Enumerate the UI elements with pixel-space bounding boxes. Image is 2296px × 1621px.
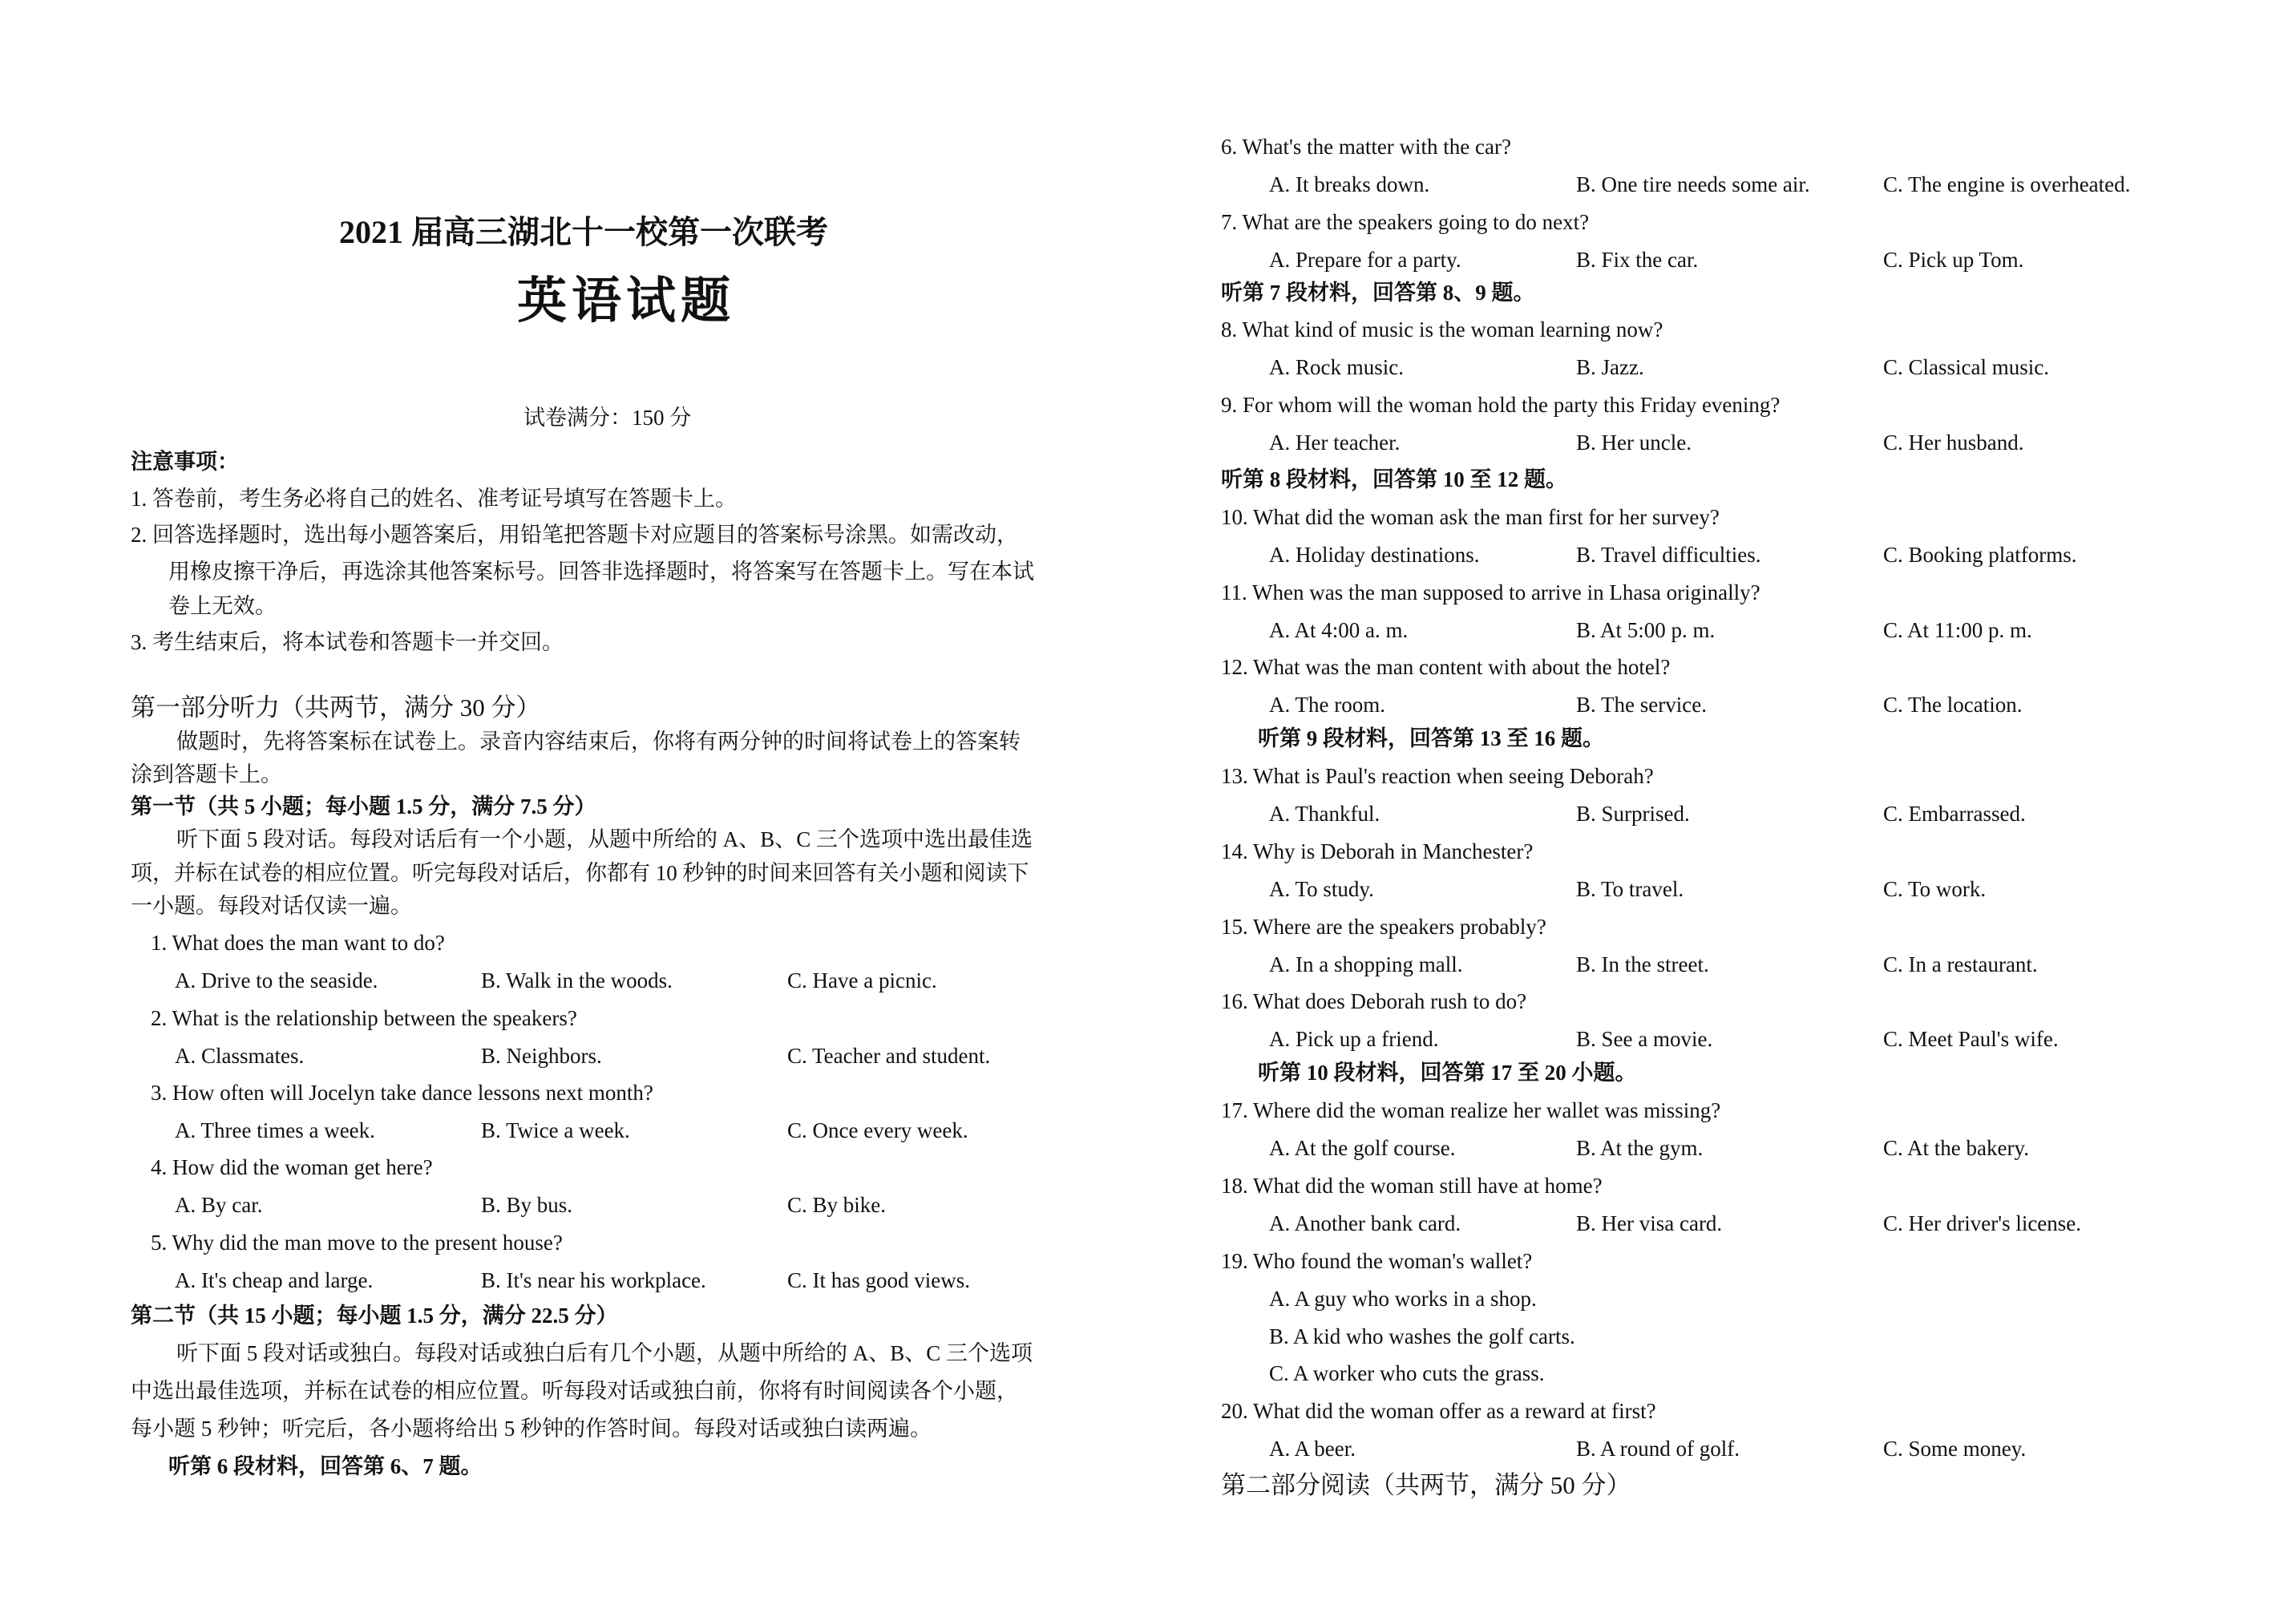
material-heading: 听第 6 段材料，回答第 6、7 题。 xyxy=(168,1454,483,1478)
question-stem: 14. Why is Deborah in Manchester? xyxy=(1221,839,1534,863)
section2-heading: 第二节（共 15 小题；每小题 1.5 分，满分 22.5 分） xyxy=(131,1304,618,1328)
question-stem: 2. What is the relationship between the speakers? xyxy=(151,1006,577,1030)
option-a: A. The room. xyxy=(1269,693,1385,717)
option-c: C. Classical music. xyxy=(1883,355,2049,379)
note-line: 用橡皮擦干净后，再选涂其他答案标号。回答非选择题时，将答案写在答题卡上。写在本试 xyxy=(168,560,1034,584)
option-b: B. Her visa card. xyxy=(1576,1211,1723,1235)
question-stem: 17. Where did the woman realize her wallet was missing? xyxy=(1221,1098,1721,1122)
material-heading: 听第 8 段材料，回答第 10 至 12 题。 xyxy=(1221,467,1567,491)
option-a: A. Rock music. xyxy=(1269,355,1404,379)
section1-instructions: 听下面 5 段对话。每段对话后有一个小题，从题中所给的 A、B、C 三个选项中选出最佳选 xyxy=(176,827,1033,851)
question-stem: 9. For whom will the woman hold the party this Friday evening? xyxy=(1221,393,1781,417)
section2-instructions: 每小题 5 秒钟；听完后，各小题将给出 5 秒钟的作答时间。每段对话或独白读两遍。 xyxy=(131,1417,932,1441)
part2-heading: 第二部分阅读（共两节，满分 50 分） xyxy=(1221,1471,1631,1499)
option-a: A. At 4:00 a. m. xyxy=(1269,618,1409,642)
note-line: 1. 答卷前，考生务必将自己的姓名、准考证号填写在答题卡上。 xyxy=(131,487,737,511)
option-a: A. To study. xyxy=(1269,877,1374,901)
section2-instructions: 中选出最佳选项，并标在试卷的相应位置。听每段对话或独白前，你将有时间阅读各个小题， xyxy=(131,1379,1018,1403)
option-a: A. In a shopping mall. xyxy=(1269,952,1463,976)
option-b: B. One tire needs some air. xyxy=(1576,172,1810,196)
material-heading: 听第 10 段材料，回答第 17 至 20 小题。 xyxy=(1258,1061,1637,1085)
material-heading: 听第 7 段材料，回答第 8、9 题。 xyxy=(1221,281,1535,305)
option-a: A. Her teacher. xyxy=(1269,431,1401,455)
part1-intro: 涂到答题卡上。 xyxy=(131,762,282,786)
option-c: C. Booking platforms. xyxy=(1883,543,2077,567)
option-b: B. At the gym. xyxy=(1576,1136,1704,1160)
question-stem: 19. Who found the woman's wallet? xyxy=(1221,1249,1533,1273)
option-a: A. Holiday destinations. xyxy=(1269,543,1480,567)
option-a: A. It breaks down. xyxy=(1269,172,1430,196)
note-line: 卷上无效。 xyxy=(168,594,277,618)
option-c: C. Once every week. xyxy=(787,1118,968,1142)
option-a: A. At the golf course. xyxy=(1269,1136,1456,1160)
option-c: C. Have a picnic. xyxy=(787,968,937,992)
option-b: B. Surprised. xyxy=(1576,802,1690,826)
option-b: B. At 5:00 p. m. xyxy=(1576,618,1716,642)
option-c: C. Teacher and student. xyxy=(787,1044,991,1068)
option-b: B. In the street. xyxy=(1576,952,1709,976)
option-b: B. A round of golf. xyxy=(1576,1437,1740,1461)
question-stem: 5. Why did the man move to the present house? xyxy=(151,1231,563,1255)
option-a: A. Prepare for a party. xyxy=(1269,248,1461,272)
part1-heading: 第一部分听力（共两节，满分 30 分） xyxy=(131,693,541,722)
option-c: C. Pick up Tom. xyxy=(1883,248,2024,272)
option-a: A. Three times a week. xyxy=(175,1118,375,1142)
option-b: B. The service. xyxy=(1576,693,1707,717)
question-stem: 12. What was the man content with about the hotel? xyxy=(1221,655,1671,679)
note-line: 2. 回答选择题时，选出每小题答案后，用铅笔把答题卡对应题目的答案标号涂黑。如需改动， xyxy=(131,523,1018,547)
question-stem: 8. What kind of music is the woman learning now? xyxy=(1221,317,1663,342)
question-stem: 6. What's the matter with the car? xyxy=(1221,135,1511,159)
option-c: C. To work. xyxy=(1883,877,1987,901)
option-c: C. Meet Paul's wife. xyxy=(1883,1027,2059,1051)
option-c: C. A worker who cuts the grass. xyxy=(1269,1361,1545,1385)
option-b: B. Travel difficulties. xyxy=(1576,543,1761,567)
option-a: A. Classmates. xyxy=(175,1044,305,1068)
option-a: A. Pick up a friend. xyxy=(1269,1027,1439,1051)
option-a: A. A beer. xyxy=(1269,1437,1356,1461)
question-stem: 1. What does the man want to do? xyxy=(151,931,445,955)
option-b: B. It's near his workplace. xyxy=(481,1268,706,1292)
question-stem: 15. Where are the speakers probably? xyxy=(1221,915,1546,939)
section1-instructions: 一小题。每段对话仅读一遍。 xyxy=(131,894,412,918)
option-c: C. The engine is overheated. xyxy=(1883,172,2131,196)
exam-subtitle: 英语试题 xyxy=(517,274,736,329)
question-stem: 11. When was the man supposed to arrive in Lhasa originally? xyxy=(1221,580,1760,604)
option-a: A. A guy who works in a shop. xyxy=(1269,1287,1537,1311)
question-stem: 4. How did the woman get here? xyxy=(151,1155,433,1179)
question-stem: 7. What are the speakers going to do next? xyxy=(1221,210,1590,234)
option-b: B. Twice a week. xyxy=(481,1118,630,1142)
option-c: C. At 11:00 p. m. xyxy=(1883,618,2032,642)
material-heading: 听第 9 段材料，回答第 13 至 16 题。 xyxy=(1258,726,1604,750)
option-b: B. Jazz. xyxy=(1576,355,1644,379)
option-c: C. Embarrassed. xyxy=(1883,802,2026,826)
option-c: C. Her driver's license. xyxy=(1883,1211,2082,1235)
question-stem: 10. What did the woman ask the man first for her survey? xyxy=(1221,505,1720,529)
option-c: C. In a restaurant. xyxy=(1883,952,2038,976)
option-a: A. Another bank card. xyxy=(1269,1211,1461,1235)
part1-intro: 做题时，先将答案标在试卷上。录音内容结束后，你将有两分钟的时间将试卷上的答案转 xyxy=(176,730,1021,754)
option-c: C. Some money. xyxy=(1883,1437,2027,1461)
option-c: C. Her husband. xyxy=(1883,431,2024,455)
option-b: B. Her uncle. xyxy=(1576,431,1692,455)
question-stem: 16. What does Deborah rush to do? xyxy=(1221,989,1527,1013)
option-b: B. To travel. xyxy=(1576,877,1684,901)
option-c: C. At the bakery. xyxy=(1883,1136,2029,1160)
notes-heading: 注意事项： xyxy=(131,450,239,474)
section1-instructions: 项，并标在试卷的相应位置。听完每段对话后，你都有 10 秒钟的时间来回答有关小题和阅读下 xyxy=(131,861,1029,885)
option-a: A. It's cheap and large. xyxy=(175,1268,374,1292)
option-b: B. By bus. xyxy=(481,1193,573,1217)
section2-instructions: 听下面 5 段对话或独白。每段对话或独白后有几个小题，从题中所给的 A、B、C 三个选项 xyxy=(176,1341,1033,1365)
section1-heading: 第一节（共 5 小题；每小题 1.5 分，满分 7.5 分） xyxy=(131,794,596,819)
full-score: 试卷满分：150 分 xyxy=(523,406,692,430)
option-b: B. Walk in the woods. xyxy=(481,968,673,992)
option-a: A. Thankful. xyxy=(1269,802,1380,826)
option-b: B. See a movie. xyxy=(1576,1027,1713,1051)
question-stem: 18. What did the woman still have at home? xyxy=(1221,1174,1603,1198)
option-c: C. By bike. xyxy=(787,1193,887,1217)
question-stem: 20. What did the woman offer as a reward at first? xyxy=(1221,1399,1656,1423)
option-a: A. Drive to the seaside. xyxy=(175,968,378,992)
option-c: C. It has good views. xyxy=(787,1268,970,1292)
option-b: B. Neighbors. xyxy=(481,1044,602,1068)
question-stem: 3. How often will Jocelyn take dance lessons next month? xyxy=(151,1081,653,1105)
option-c: C. The location. xyxy=(1883,693,2023,717)
option-b: B. A kid who washes the golf carts. xyxy=(1269,1324,1575,1348)
question-stem: 13. What is Paul's reaction when seeing Deborah? xyxy=(1221,764,1654,788)
option-a: A. By car. xyxy=(175,1193,263,1217)
note-line: 3. 考生结束后，将本试卷和答题卡一并交回。 xyxy=(131,630,564,654)
option-b: B. Fix the car. xyxy=(1576,248,1699,272)
exam-title: 2021 届高三湖北十一校第一次联考 xyxy=(339,214,828,250)
